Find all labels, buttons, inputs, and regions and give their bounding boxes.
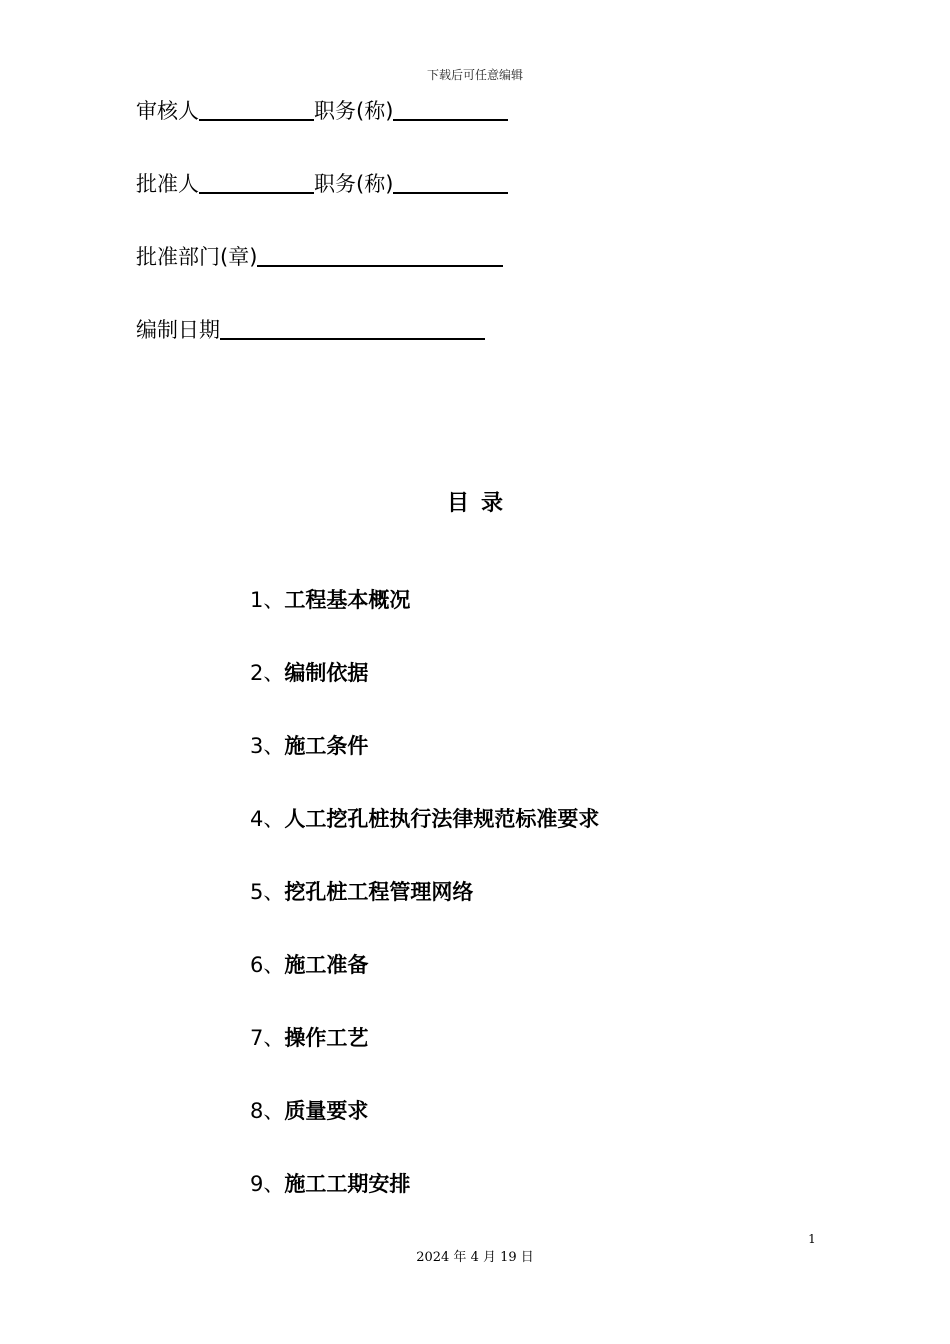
toc-item[interactable]: [250, 1021, 599, 1094]
toc-title: 目录: [446, 491, 515, 516]
toc-item-text: 质量要求: [284, 1099, 369, 1123]
toc-item-number: 7、: [250, 1026, 285, 1050]
approver-title-blank[interactable]: [393, 170, 508, 194]
department-label: 批准部门(章): [136, 245, 258, 269]
department-blank[interactable]: [257, 243, 503, 267]
date-blank[interactable]: [220, 316, 485, 340]
page-header-note: 下载后可任意编辑: [426, 68, 523, 82]
date-row: [136, 313, 485, 343]
page-number: 1: [808, 1232, 816, 1246]
toc-item[interactable]: [250, 948, 599, 1021]
toc-item-text: 操作工艺: [284, 1026, 369, 1050]
toc-item[interactable]: [250, 583, 599, 656]
toc-item-text: 编制依据: [284, 661, 369, 685]
toc-item[interactable]: [250, 875, 599, 948]
toc-item-text: 人工挖孔桩执行法律规范标准要求: [284, 807, 600, 831]
toc-item-number: 9、: [250, 1172, 285, 1196]
toc-item-number: 2、: [250, 661, 285, 685]
date-label: 编制日期: [136, 318, 220, 342]
toc-item[interactable]: [250, 729, 599, 802]
toc-item-number: 6、: [250, 953, 285, 977]
toc-item-text: 挖孔桩工程管理网络: [284, 880, 474, 904]
approver-label: 批准人: [136, 172, 199, 196]
department-row: [136, 240, 503, 270]
toc-item[interactable]: [250, 1094, 599, 1167]
toc-item-number: 1、: [250, 588, 285, 612]
reviewer-label: 审核人: [136, 99, 199, 123]
toc-list: [250, 583, 599, 1240]
toc-item-number: 3、: [250, 734, 285, 758]
toc-item[interactable]: [250, 1167, 599, 1240]
toc-item-text: 施工工期安排: [284, 1172, 411, 1196]
toc-item-text: 工程基本概况: [284, 588, 411, 612]
toc-item[interactable]: [250, 802, 599, 875]
toc-item-text: 施工条件: [284, 734, 369, 758]
reviewer-title-label: 职务(称): [314, 99, 394, 123]
reviewer-title-blank[interactable]: [393, 97, 508, 121]
approver-title-label: 职务(称): [314, 172, 394, 196]
toc-item-number: 5、: [250, 880, 285, 904]
approver-blank[interactable]: [199, 170, 314, 194]
reviewer-blank[interactable]: [199, 97, 314, 121]
approver-row: [136, 167, 508, 197]
reviewer-row: [136, 94, 508, 124]
toc-item-number: 4、: [250, 807, 285, 831]
page-footer-date: 2024 年 4 月 19 日: [416, 1250, 534, 1265]
toc-item-text: 施工准备: [284, 953, 369, 977]
toc-item[interactable]: [250, 656, 599, 729]
toc-item-number: 8、: [250, 1099, 285, 1123]
